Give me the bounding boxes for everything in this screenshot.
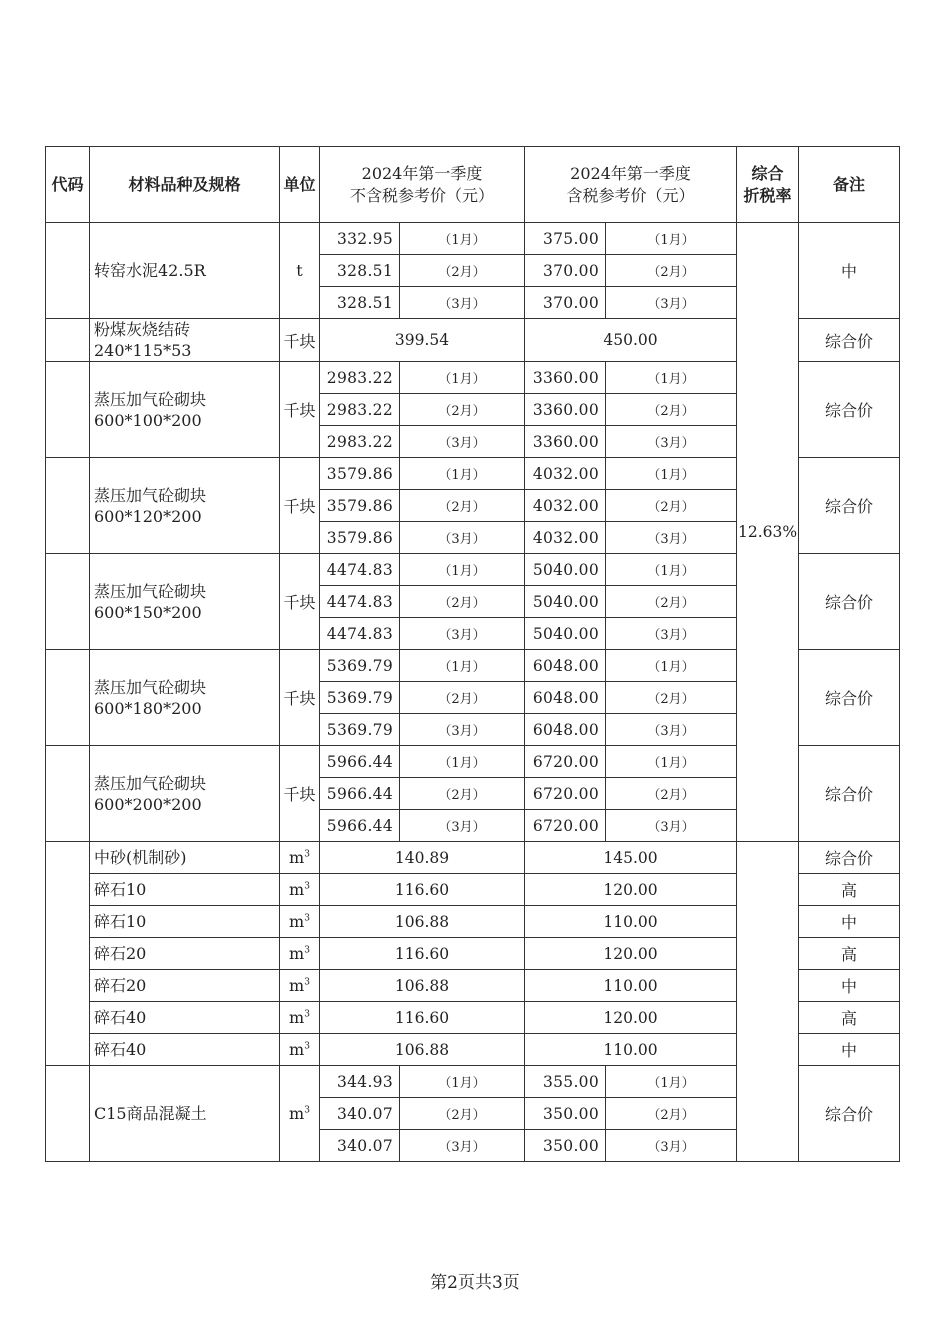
material-name: 中砂(机制砂) bbox=[94, 848, 187, 867]
month-label: （2月） bbox=[606, 255, 737, 287]
material-name: 蒸压加气砼砌块 bbox=[94, 581, 207, 601]
price-ex-tax: 3579.86 bbox=[320, 458, 400, 490]
price-ex-tax: 4474.83 bbox=[320, 618, 400, 650]
material-name-cell bbox=[90, 842, 280, 874]
price-inc-tax: 6720.00 bbox=[525, 746, 606, 778]
unit-cell bbox=[280, 1034, 320, 1066]
month-label: （1月） bbox=[400, 650, 525, 682]
note-cell: 综合价 bbox=[799, 554, 900, 650]
material-name: 碎石20 bbox=[94, 944, 147, 963]
price-ex-tax: 332.95 bbox=[320, 223, 400, 255]
material-name: 粉煤灰烧结砖 bbox=[94, 320, 191, 339]
unit-text: 千块 bbox=[283, 593, 316, 612]
month-label: （2月） bbox=[400, 586, 525, 618]
page-footer: 第2页共3页 bbox=[430, 1273, 520, 1293]
header-tax-rate-line2: 折税率 bbox=[743, 185, 792, 205]
price-ex-tax: 2983.22 bbox=[320, 362, 400, 394]
price-ex-tax: 340.07 bbox=[320, 1130, 400, 1162]
header-tax-rate-line1: 综合 bbox=[751, 163, 784, 183]
unit-text: m bbox=[289, 1008, 305, 1027]
material-name: 碎石10 bbox=[94, 880, 147, 899]
unit-cell bbox=[280, 938, 320, 970]
price-ex-tax: 5966.44 bbox=[320, 778, 400, 810]
header-price-ex-tax-line1: 2024年第一季度 bbox=[361, 163, 483, 183]
note-cell: 综合价 bbox=[799, 319, 900, 362]
note-cell: 中 bbox=[799, 970, 900, 1002]
unit-superscript: 3 bbox=[304, 849, 310, 860]
note-cell: 综合价 bbox=[799, 746, 900, 842]
price-inc-tax: 110.00 bbox=[525, 1034, 737, 1066]
month-label: （2月） bbox=[400, 778, 525, 810]
tax-rate-empty-cell bbox=[737, 842, 799, 1162]
price-inc-tax: 5040.00 bbox=[525, 554, 606, 586]
note-cell: 高 bbox=[799, 874, 900, 906]
note-cell: 综合价 bbox=[799, 362, 900, 458]
material-name-cell bbox=[90, 874, 280, 906]
header-code: 代码 bbox=[46, 147, 90, 223]
material-name: 600*180*200 bbox=[94, 698, 202, 718]
price-ex-tax: 3579.86 bbox=[320, 490, 400, 522]
unit-text: t bbox=[296, 261, 303, 280]
month-label: （3月） bbox=[606, 287, 737, 319]
month-label: （1月） bbox=[400, 362, 525, 394]
month-label: （2月） bbox=[606, 778, 737, 810]
unit-text: 千块 bbox=[283, 331, 316, 351]
unit-text: m bbox=[289, 1104, 305, 1123]
header-unit: 单位 bbox=[280, 147, 320, 223]
price-ex-tax: 399.54 bbox=[320, 319, 525, 362]
code-cell bbox=[46, 458, 90, 554]
price-ex-tax: 5369.79 bbox=[320, 714, 400, 746]
price-ex-tax: 2983.22 bbox=[320, 426, 400, 458]
unit-text: m bbox=[289, 1040, 305, 1059]
material-name: 碎石40 bbox=[94, 1040, 147, 1059]
month-label: （2月） bbox=[606, 394, 737, 426]
unit-superscript: 3 bbox=[304, 977, 310, 988]
price-inc-tax: 370.00 bbox=[525, 287, 606, 319]
month-label: （3月） bbox=[400, 1130, 525, 1162]
material-name-cell bbox=[90, 970, 280, 1002]
unit-cell bbox=[280, 554, 320, 650]
month-label: （2月） bbox=[400, 1098, 525, 1130]
price-ex-tax: 340.07 bbox=[320, 1098, 400, 1130]
unit-text: m bbox=[289, 880, 305, 899]
price-inc-tax: 350.00 bbox=[525, 1098, 606, 1130]
unit-cell bbox=[280, 223, 320, 319]
header-price-inc-tax bbox=[525, 147, 737, 223]
price-ex-tax: 3579.86 bbox=[320, 522, 400, 554]
code-cell bbox=[46, 319, 90, 362]
price-ex-tax: 106.88 bbox=[320, 906, 525, 938]
month-label: （3月） bbox=[400, 714, 525, 746]
note-cell: 中 bbox=[799, 1034, 900, 1066]
month-label: （1月） bbox=[606, 458, 737, 490]
month-label: （3月） bbox=[606, 1130, 737, 1162]
price-inc-tax: 6048.00 bbox=[525, 650, 606, 682]
unit-cell bbox=[280, 906, 320, 938]
price-ex-tax: 328.51 bbox=[320, 287, 400, 319]
code-cell bbox=[46, 554, 90, 650]
code-cell bbox=[46, 842, 90, 1066]
month-label: （3月） bbox=[400, 618, 525, 650]
unit-cell bbox=[280, 458, 320, 554]
material-name: 碎石40 bbox=[94, 1008, 147, 1027]
price-inc-tax: 375.00 bbox=[525, 223, 606, 255]
month-label: （1月） bbox=[606, 650, 737, 682]
material-name: 600*150*200 bbox=[94, 602, 202, 622]
unit-cell bbox=[280, 842, 320, 874]
table-row bbox=[46, 223, 900, 255]
price-inc-tax: 110.00 bbox=[525, 906, 737, 938]
price-inc-tax: 145.00 bbox=[525, 842, 737, 874]
material-name: 600*120*200 bbox=[94, 506, 202, 526]
month-label: （2月） bbox=[606, 490, 737, 522]
month-label: （2月） bbox=[606, 586, 737, 618]
price-inc-tax: 120.00 bbox=[525, 938, 737, 970]
code-cell bbox=[46, 650, 90, 746]
price-table bbox=[45, 146, 900, 1162]
material-name: 转窑水泥42.5R bbox=[94, 261, 206, 280]
price-ex-tax: 140.89 bbox=[320, 842, 525, 874]
code-cell bbox=[46, 1066, 90, 1162]
unit-superscript: 3 bbox=[304, 1041, 310, 1052]
material-name-cell bbox=[90, 1034, 280, 1066]
month-label: （3月） bbox=[400, 522, 525, 554]
note-cell: 高 bbox=[799, 938, 900, 970]
price-ex-tax: 328.51 bbox=[320, 255, 400, 287]
month-label: （1月） bbox=[606, 746, 737, 778]
note-cell: 综合价 bbox=[799, 458, 900, 554]
month-label: （1月） bbox=[606, 554, 737, 586]
month-label: （3月） bbox=[400, 426, 525, 458]
unit-text: 千块 bbox=[283, 497, 316, 516]
unit-superscript: 3 bbox=[304, 945, 310, 956]
tax-rate-cell: 12.63% bbox=[737, 223, 799, 842]
material-name: 蒸压加气砼砌块 bbox=[94, 389, 207, 409]
price-inc-tax: 6048.00 bbox=[525, 714, 606, 746]
price-inc-tax: 5040.00 bbox=[525, 586, 606, 618]
material-name-cell bbox=[90, 938, 280, 970]
note-cell: 高 bbox=[799, 1002, 900, 1034]
note-cell: 综合价 bbox=[799, 842, 900, 874]
material-name-cell bbox=[90, 650, 280, 746]
price-ex-tax: 344.93 bbox=[320, 1066, 400, 1098]
unit-cell bbox=[280, 1066, 320, 1162]
price-inc-tax: 6048.00 bbox=[525, 682, 606, 714]
code-cell bbox=[46, 223, 90, 319]
unit-cell bbox=[280, 319, 320, 362]
month-label: （3月） bbox=[606, 618, 737, 650]
unit-text: 千块 bbox=[283, 401, 316, 420]
unit-cell bbox=[280, 746, 320, 842]
price-ex-tax: 106.88 bbox=[320, 1034, 525, 1066]
price-inc-tax: 3360.00 bbox=[525, 426, 606, 458]
unit-text: 千块 bbox=[283, 689, 316, 708]
month-label: （2月） bbox=[400, 394, 525, 426]
code-cell bbox=[46, 362, 90, 458]
note-cell: 综合价 bbox=[799, 650, 900, 746]
month-label: （1月） bbox=[400, 1066, 525, 1098]
month-label: （1月） bbox=[400, 458, 525, 490]
header-material: 材料品种及规格 bbox=[90, 147, 280, 223]
month-label: （2月） bbox=[606, 682, 737, 714]
month-label: （1月） bbox=[400, 746, 525, 778]
material-name: 600*100*200 bbox=[94, 410, 202, 430]
material-name-cell bbox=[90, 746, 280, 842]
material-name-cell bbox=[90, 319, 280, 362]
material-name: C15商品混凝土 bbox=[94, 1104, 207, 1123]
month-label: （1月） bbox=[400, 554, 525, 586]
header-note: 备注 bbox=[799, 147, 900, 223]
header-price-ex-tax bbox=[320, 147, 525, 223]
header-price-inc-tax-line2: 含税参考价（元） bbox=[566, 185, 695, 205]
table-body bbox=[46, 223, 900, 1162]
price-inc-tax: 355.00 bbox=[525, 1066, 606, 1098]
material-name-cell bbox=[90, 1066, 280, 1162]
month-label: （3月） bbox=[400, 287, 525, 319]
price-ex-tax: 5369.79 bbox=[320, 682, 400, 714]
material-name: 蒸压加气砼砌块 bbox=[94, 773, 207, 793]
header-tax-rate bbox=[737, 147, 799, 223]
unit-text: m bbox=[289, 976, 305, 995]
unit-text: m bbox=[289, 944, 305, 963]
material-name-cell bbox=[90, 458, 280, 554]
header-price-ex-tax-line2: 不含税参考价（元） bbox=[350, 185, 495, 205]
material-name: 蒸压加气砼砌块 bbox=[94, 677, 207, 697]
month-label: （1月） bbox=[606, 1066, 737, 1098]
table-header-row bbox=[46, 147, 900, 223]
material-name: 240*115*53 bbox=[94, 341, 192, 360]
price-ex-tax: 116.60 bbox=[320, 874, 525, 906]
unit-superscript: 3 bbox=[304, 881, 310, 892]
price-inc-tax: 6720.00 bbox=[525, 810, 606, 842]
price-inc-tax: 4032.00 bbox=[525, 458, 606, 490]
price-inc-tax: 350.00 bbox=[525, 1130, 606, 1162]
material-name-cell bbox=[90, 223, 280, 319]
month-label: （2月） bbox=[400, 682, 525, 714]
month-label: （2月） bbox=[400, 255, 525, 287]
month-label: （3月） bbox=[606, 810, 737, 842]
price-inc-tax: 4032.00 bbox=[525, 490, 606, 522]
price-ex-tax: 5966.44 bbox=[320, 810, 400, 842]
month-label: （3月） bbox=[606, 522, 737, 554]
material-name: 碎石10 bbox=[94, 912, 147, 931]
table-row bbox=[46, 842, 900, 874]
unit-text: m bbox=[289, 912, 305, 931]
price-ex-tax: 116.60 bbox=[320, 938, 525, 970]
price-ex-tax: 106.88 bbox=[320, 970, 525, 1002]
unit-superscript: 3 bbox=[304, 1009, 310, 1020]
price-inc-tax: 110.00 bbox=[525, 970, 737, 1002]
unit-text: 千块 bbox=[283, 785, 316, 804]
price-inc-tax: 3360.00 bbox=[525, 394, 606, 426]
month-label: （3月） bbox=[606, 714, 737, 746]
price-inc-tax: 370.00 bbox=[525, 255, 606, 287]
header-price-inc-tax-line1: 2024年第一季度 bbox=[570, 163, 691, 183]
month-label: （1月） bbox=[400, 223, 525, 255]
material-name-cell bbox=[90, 1002, 280, 1034]
month-label: （1月） bbox=[606, 223, 737, 255]
material-name: 碎石20 bbox=[94, 976, 147, 995]
note-cell: 综合价 bbox=[799, 1066, 900, 1162]
unit-superscript: 3 bbox=[304, 1105, 310, 1116]
price-ex-tax: 4474.83 bbox=[320, 554, 400, 586]
month-label: （1月） bbox=[606, 362, 737, 394]
price-inc-tax: 6720.00 bbox=[525, 778, 606, 810]
note-cell: 中 bbox=[799, 906, 900, 938]
code-cell bbox=[46, 746, 90, 842]
unit-cell bbox=[280, 874, 320, 906]
unit-cell bbox=[280, 970, 320, 1002]
unit-cell bbox=[280, 362, 320, 458]
price-inc-tax: 120.00 bbox=[525, 1002, 737, 1034]
price-inc-tax: 3360.00 bbox=[525, 362, 606, 394]
month-label: （3月） bbox=[400, 810, 525, 842]
unit-text: m bbox=[289, 848, 305, 867]
month-label: （2月） bbox=[400, 490, 525, 522]
price-inc-tax: 450.00 bbox=[525, 319, 737, 362]
unit-superscript: 3 bbox=[304, 913, 310, 924]
price-inc-tax: 5040.00 bbox=[525, 618, 606, 650]
unit-cell bbox=[280, 650, 320, 746]
material-name: 600*200*200 bbox=[94, 794, 202, 814]
price-ex-tax: 116.60 bbox=[320, 1002, 525, 1034]
price-ex-tax: 5369.79 bbox=[320, 650, 400, 682]
month-label: （3月） bbox=[606, 426, 737, 458]
price-ex-tax: 2983.22 bbox=[320, 394, 400, 426]
price-inc-tax: 120.00 bbox=[525, 874, 737, 906]
material-name-cell bbox=[90, 554, 280, 650]
material-name-cell bbox=[90, 362, 280, 458]
month-label: （2月） bbox=[606, 1098, 737, 1130]
material-name-cell bbox=[90, 906, 280, 938]
price-ex-tax: 5966.44 bbox=[320, 746, 400, 778]
unit-cell bbox=[280, 1002, 320, 1034]
price-inc-tax: 4032.00 bbox=[525, 522, 606, 554]
material-name: 蒸压加气砼砌块 bbox=[94, 485, 207, 505]
note-cell: 中 bbox=[799, 223, 900, 319]
price-ex-tax: 4474.83 bbox=[320, 586, 400, 618]
